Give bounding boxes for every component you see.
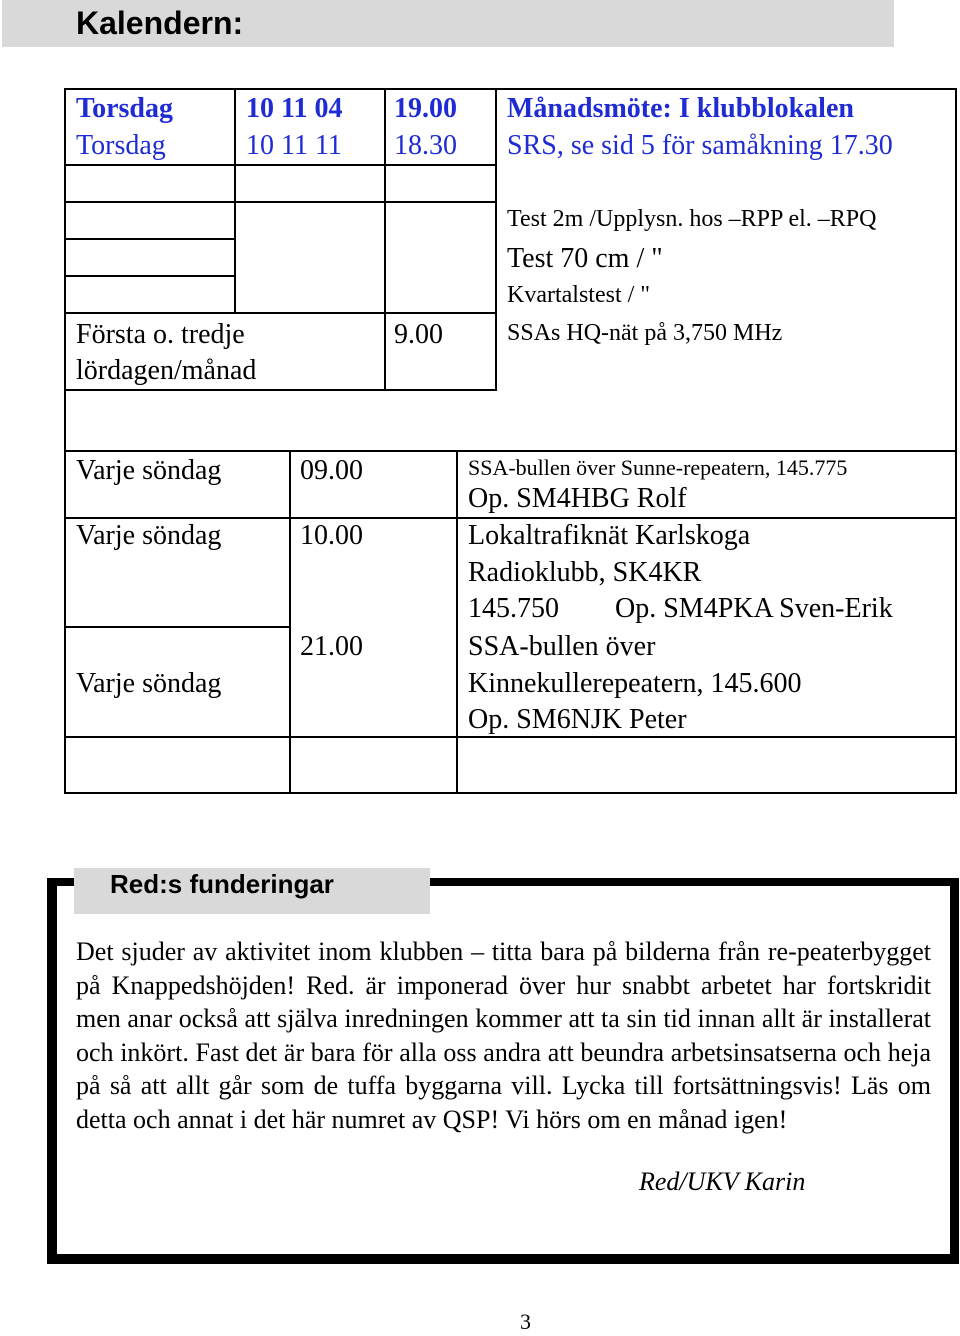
row-day: Torsdag [76, 130, 166, 161]
row-event: SSA-bullen över [468, 631, 656, 662]
row-time: 10.00 [300, 520, 363, 551]
page-title: Kalendern: [76, 5, 244, 41]
test-70cm-text: Test 70 cm / " [507, 243, 663, 274]
row-date: 10 11 04 [246, 93, 343, 124]
test-2m-text: Test 2m /Upplysn. hos –RPP el. –RPQ [507, 206, 877, 232]
row-time: 18.30 [394, 130, 457, 161]
row-time: 9.00 [394, 319, 443, 350]
row-day: Varje söndag [76, 520, 222, 551]
row-day: Varje söndag [76, 455, 222, 486]
row-event-cont: Op. SM6NJK Peter [468, 704, 687, 735]
row-time: 21.00 [300, 631, 363, 662]
page-number: 3 [520, 1309, 531, 1334]
row-event-cont: Kinnekullerepeatern, 145.600 [468, 668, 802, 699]
row-day: Torsdag [76, 93, 174, 124]
kvartalstest-text: Kvartalstest / " [507, 282, 651, 308]
row-event-cont: Radioklubb, SK4KR [468, 557, 702, 588]
row-event: Lokaltrafiknät Karlskoga [468, 520, 751, 551]
row-event: SSA-bullen över Sunne-repeatern, 145.775 [468, 455, 848, 480]
row-time: 09.00 [300, 455, 363, 486]
editorial-text: Det sjuder av aktivitet inom klubben – titta bara på bilderna från re-peaterbygget på Knappedshöjden! Red. är imponerad över hur snabbt arbetet har fortskridit men anar också att själva inredningen kommer att ta sin tid innan allt är installerat och inkört. Fast det är bara för alla oss andra att beundra arbetsinsatserna och heja på så att allt går som de tuffa byggarna vill. Lycka till fortsättningsvis! Läs om detta och annat i det här numret av QSP! Vi hörs om en månad igen! [76, 937, 931, 1134]
row-date: 10 11 11 [246, 130, 342, 161]
row-day: Varje söndag [76, 668, 222, 699]
row-day-cont: lördagen/månad [76, 355, 257, 386]
row-time: 19.00 [394, 93, 457, 124]
editorial-signature: Red/UKV Karin [639, 1167, 806, 1196]
row-event-cont: 145.750 Op. SM4PKA Sven-Erik [468, 593, 893, 624]
row-event: Månadsmöte: I klubblokalen [507, 93, 854, 124]
row-event: SSAs HQ-nät på 3,750 MHz [507, 320, 783, 346]
editorial-title: Red:s funderingar [110, 869, 334, 899]
row-event-cont: Op. SM4HBG Rolf [468, 483, 687, 514]
row-day: Första o. tredje [76, 319, 245, 350]
row-event: SRS, se sid 5 för samåkning 17.30 [507, 130, 893, 161]
